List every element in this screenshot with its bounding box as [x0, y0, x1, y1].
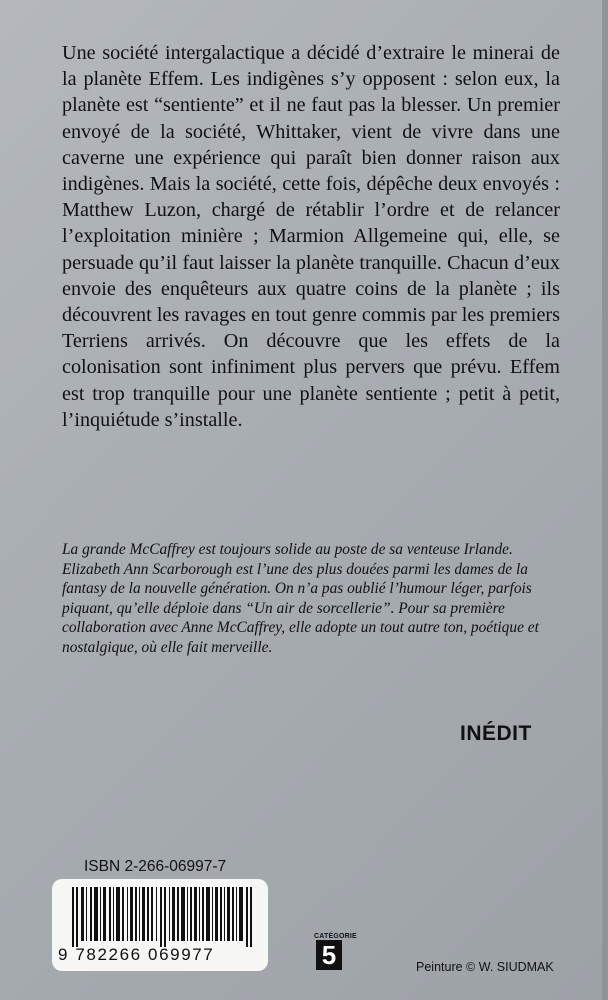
- isbn-label: ISBN 2-266-06997-7: [84, 858, 227, 875]
- synopsis-text: [62, 40, 560, 433]
- category-mark: [314, 933, 357, 970]
- review-quotes: [62, 540, 560, 658]
- inedit-badge: INÉDIT: [460, 722, 532, 745]
- barcode-icon: [72, 887, 254, 947]
- quote-mccaffrey: La grande McCaffrey est toujours solide au poste de sa venteuse Irlande.: [62, 541, 513, 558]
- barcode-number: 9 782266 069977: [58, 945, 215, 964]
- synopsis-paragraph: Une société intergalactique a décidé d’extraire le minerai de la planète Effem. Les indigènes s’y opposent : selon eux, la planète est “sentiente” et il ne faut pas la blesser. Un premier envoyé de la société, Whittaker, vient de vivre dans une caverne une expérience qui paraît bien donner raison aux indigènes. Mais la société, cette fois, dépêche deux envoyés : Matthew Luzon, chargé de rétablir l’ordre et de relancer l’exploitation minière ; Marmion Allgemeine qui, elle, se persuade qu’il faut laisser la planète tranquille. Chacun d’eux envoie des enquêteurs aux quatre coins de la planète ; ils découvrent les ravages en tout genre commis par les premiers Terriens arrivés. On découvre que les effets de la colonisation sont infiniment plus pervers que prévu. Effem est trop tranquille pour une planète sentiente ; petit à petit, l’inquiétude s’installe.: [62, 42, 560, 431]
- quote-scarborough: Elizabeth Ann Scarborough est l’une des plus douées parmi les dames de la fantasy de la nouvelle génération. On n’a pas oublié l’humour léger, parfois piquant, qu’elle déploie dans “Un air de sorcellerie”. Pour sa première collaboration avec Anne McCaffrey, elle adopte un tout autre ton, poétique et nostalgique, où elle fait merveille.: [62, 560, 539, 656]
- barcode-panel: [52, 879, 268, 971]
- illustration-credit: Peinture © W. SIUDMAK: [416, 960, 554, 974]
- category-label: CATÉGORIE: [314, 933, 357, 940]
- category-number: 5: [316, 940, 342, 970]
